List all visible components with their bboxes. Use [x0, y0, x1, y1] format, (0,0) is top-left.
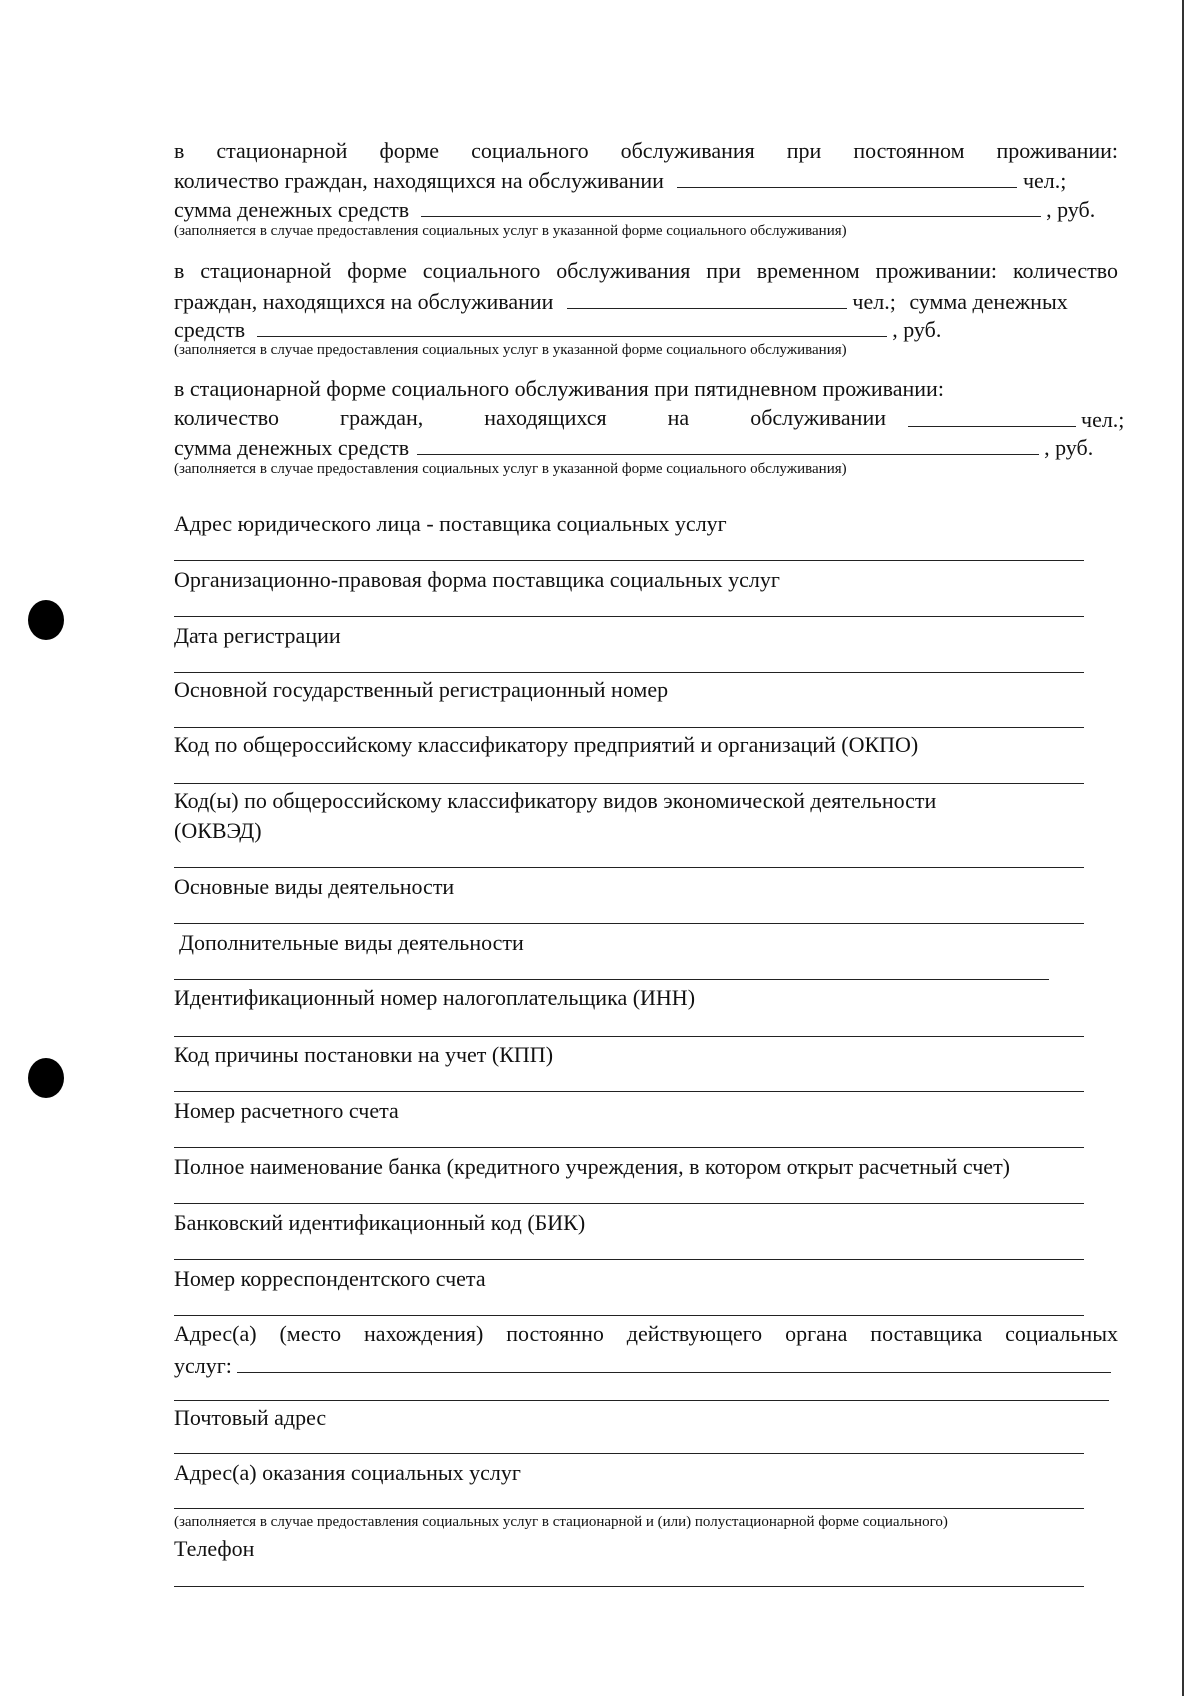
- kpp-field[interactable]: [174, 1091, 1084, 1092]
- permanent-count-field[interactable]: [677, 165, 1017, 188]
- okpo-label: Код по общероссийскому классификатору предприятий и организаций (ОКПО): [174, 732, 919, 757]
- service-address-field[interactable]: [174, 1508, 1084, 1509]
- account-number-field[interactable]: [174, 1147, 1084, 1148]
- body-address-label-cont: услуг:: [174, 1353, 232, 1378]
- count-unit: чел.;: [1022, 168, 1067, 193]
- body-address-label: Адрес(а) (место нахождения) постоянно действующего органа поставщика социальных: [174, 1321, 1118, 1346]
- punch-hole: [28, 1058, 64, 1098]
- inn-label: Идентификационный номер налогоплательщика (ИНН): [174, 985, 696, 1010]
- sum-label: сумма денежных средств: [174, 197, 410, 222]
- sum-unit: , руб.: [1044, 435, 1094, 460]
- phone-label: Телефон: [174, 1536, 255, 1561]
- sum-label: сумма денежных средств: [174, 435, 410, 460]
- okved-label: Код(ы) по общероссийскому классификатору видов экономической деятельности: [174, 788, 937, 813]
- temporary-count-field[interactable]: [567, 286, 847, 309]
- permanent-sum-field[interactable]: [421, 194, 1041, 217]
- main-activities-label: Основные виды деятельности: [174, 874, 455, 899]
- temporary-note: (заполняется в случае предоставления социальных услуг в указанной форме социального обслуживания): [174, 342, 847, 358]
- permanent-note: (заполняется в случае предоставления социальных услуг в указанной форме социального обслуживания): [174, 223, 847, 239]
- additional-activities-label: Дополнительные виды деятельности: [179, 930, 524, 955]
- corr-account-field[interactable]: [174, 1315, 1084, 1316]
- bank-name-field[interactable]: [174, 1203, 1084, 1204]
- legal-form-field[interactable]: [174, 616, 1084, 617]
- service-address-note: (заполняется в случае предоставления социальных услуг в стационарной и (или) полустационарной форме социального): [174, 1514, 948, 1530]
- fiveday-note: (заполняется в случае предоставления социальных услуг в указанной форме социального обслуживания): [174, 461, 847, 477]
- additional-activities-field[interactable]: [174, 979, 1049, 980]
- punch-hole: [28, 600, 64, 640]
- bik-label: Банковский идентификационный код (БИК): [174, 1210, 586, 1235]
- legal-address-label: Адрес юридического лица - поставщика социальных услуг: [174, 511, 727, 536]
- bank-name-label: Полное наименование банка (кредитного учреждения, в котором открыт расчетный счет): [174, 1154, 1011, 1179]
- page-edge: [1182, 0, 1184, 1696]
- count-unit: чел.;: [1081, 407, 1125, 432]
- bik-field[interactable]: [174, 1259, 1084, 1260]
- temporary-sum-field[interactable]: [257, 314, 887, 337]
- kpp-label: Код причины постановки на учет (КПП): [174, 1042, 554, 1067]
- fiveday-count-row: [174, 404, 1125, 434]
- count-label: количество граждан, находящихся на обслуживании: [174, 168, 664, 193]
- legal-form-label: Организационно-правовая форма поставщика социальных услуг: [174, 567, 780, 592]
- registration-date-field[interactable]: [174, 672, 1084, 673]
- postal-address-field[interactable]: [174, 1453, 1084, 1454]
- service-address-label: Адрес(а) оказания социальных услуг: [174, 1460, 521, 1485]
- fiveday-sum-field[interactable]: [417, 432, 1039, 455]
- ogrn-field[interactable]: [174, 727, 1084, 728]
- account-number-label: Номер расчетного счета: [174, 1098, 399, 1123]
- legal-address-field[interactable]: [174, 560, 1084, 561]
- temporary-sum-row: [174, 314, 941, 344]
- temporary-residence-heading: в стационарной форме социального обслуживания при временном проживании: количество: [174, 258, 1118, 283]
- permanent-sum-row: [174, 194, 1095, 224]
- sum-unit: , руб.: [892, 317, 942, 342]
- permanent-count-row: [174, 165, 1066, 195]
- sum-label-inline: сумма денежных: [909, 289, 1068, 314]
- postal-address-label: Почтовый адрес: [174, 1405, 327, 1430]
- sum-unit: , руб.: [1046, 197, 1096, 222]
- body-address-row: [174, 1350, 1111, 1380]
- okved-label-cont: (ОКВЭД): [174, 818, 262, 843]
- temporary-count-row: [174, 286, 1068, 316]
- count-unit: чел.;: [852, 289, 896, 314]
- okved-field[interactable]: [174, 867, 1084, 868]
- ogrn-label: Основной государственный регистрационный номер: [174, 677, 669, 702]
- count-label: количество граждан, находящихся на обслуживании: [174, 405, 886, 430]
- sum-label: средств: [174, 317, 246, 342]
- inn-field[interactable]: [174, 1036, 1084, 1037]
- corr-account-label: Номер корреспондентского счета: [174, 1266, 486, 1291]
- body-address-field-2[interactable]: [174, 1400, 1109, 1401]
- okpo-field[interactable]: [174, 783, 1084, 784]
- fiveday-residence-heading: в стационарной форме социального обслуживания при пятидневном проживании:: [174, 376, 944, 401]
- main-activities-field[interactable]: [174, 923, 1084, 924]
- phone-field[interactable]: [174, 1586, 1084, 1587]
- count-label: граждан, находящихся на обслуживании: [174, 289, 554, 314]
- permanent-residence-heading: в стационарной форме социального обслуживания при постоянном проживании:: [174, 138, 1118, 163]
- registration-date-label: Дата регистрации: [174, 623, 341, 648]
- body-address-field[interactable]: [237, 1350, 1111, 1373]
- fiveday-sum-row: [174, 432, 1093, 462]
- fiveday-count-field[interactable]: [908, 404, 1076, 427]
